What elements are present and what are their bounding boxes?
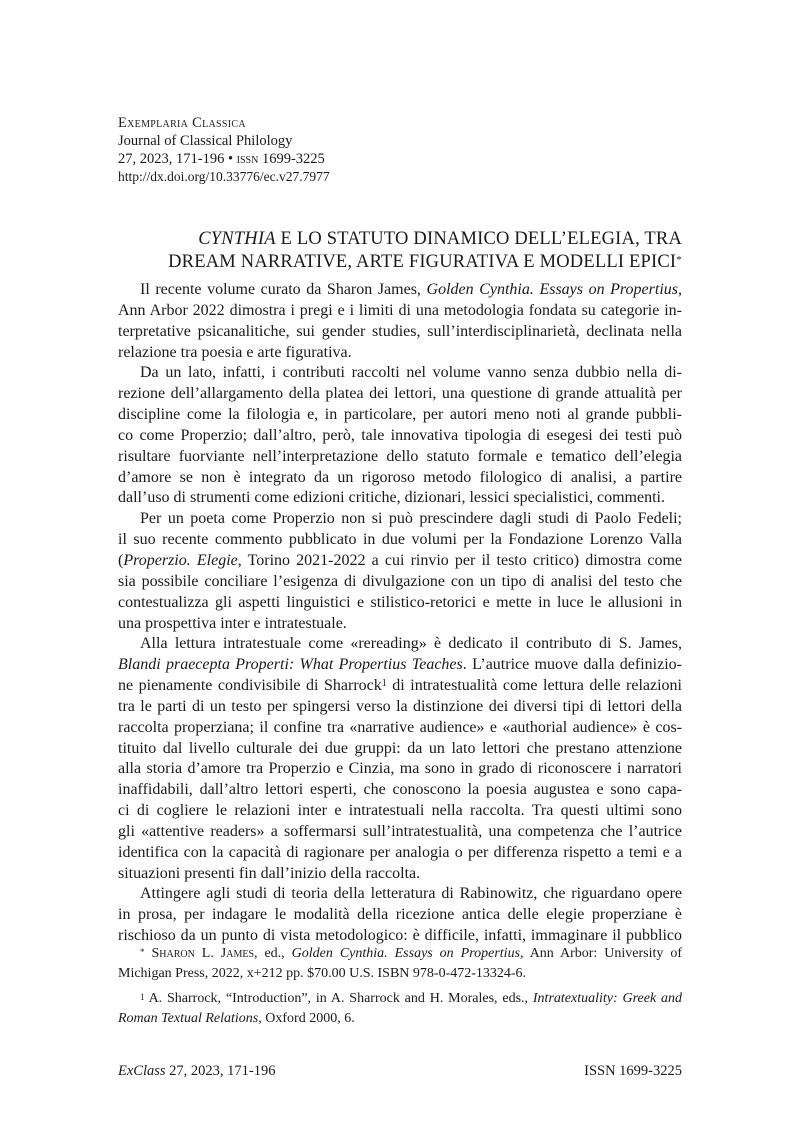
text-line: co come Properzio; dall’altro, però, tale innovativa tipologia di esegesi dei testi può [118,426,682,444]
footer-journal-abbr: ExClass [118,1063,166,1079]
text-line: Ann Arbor 2022 dimostra i pregi e i limiti di una metodologia fondata su categorie in- [118,301,682,319]
footnote-author: Sharon L. James [151,946,255,961]
paragraph [118,509,682,634]
volume-pages: 27, 2023, 171-196 • [118,151,234,167]
journal-subtitle: Journal of Classical Philology [118,133,293,149]
text-line: terpretative psicanalitiche, sui gender studies, sull’interdisciplinarietà, declinata nella [118,322,682,340]
text-line: Alla lettura intratestuale come «rereading» è dedicato il contributo di S. James, [140,635,682,653]
text-line [118,676,682,697]
text-line: Da un lato, infatti, i contributi raccolti nel volume vanno senza dubbio nella di- [140,364,682,382]
doi-link[interactable]: http://dx.doi.org/10.33776/ec.v27.7977 [118,169,330,184]
journal-name: Exemplaria Classica [118,115,246,131]
journal-header [118,114,518,186]
volume-issn-line [118,150,518,168]
issn-number: 1699-3225 [261,151,325,167]
paragraph [118,634,682,884]
footer-citation [118,1063,276,1080]
text-segment: , [678,281,683,298]
body-text [118,280,682,947]
article-title [118,228,682,274]
text-line: risultare fuorviante nell’interpretazione dello statuto formale e tematico dell’elegia [118,447,682,465]
text-segment: . L’autrice muove dalla definizio- [462,656,682,674]
text-line: rischioso da un punto di vista metodologico: è difficile, infatti, immaginare il pubblico [118,927,682,945]
footnote-text: A. Sharrock, “Introduction”, in A. Sharrock and H. Morales, eds., [144,991,533,1006]
text-segment: di intratestualità come lettura delle relazioni [386,677,682,695]
italic-title: Properzio. Elegie [123,551,238,569]
title-line-2-text: DREAM NARRATIVE, ARTE FIGURATIVA E MODELLI EPICI [168,252,677,272]
text-line: raccolta properziana; il confine tra «narrative audience» e «authorial audience» è cos- [118,718,682,736]
text-line [118,280,682,301]
text-line: alla storia d’amore tra Properzio e Cinzia, ma sono in grado di riconoscere i narratori [118,760,682,778]
footer-issn: ISSN 1699-3225 [584,1063,682,1079]
footnote-italic: Roman Textual Relations [118,1010,259,1026]
footnotes [118,944,682,1034]
text-line [118,655,682,676]
text-segment: , Torino 2021-2022 a cui rinvio per il testo critico) dimostra come [237,551,682,569]
text-line: una prospettiva inter e intratestuale. [118,614,347,632]
text-line: tra le parti di un testo per spingersi verso la distinzione dei diversi tipi di lettori della [118,697,682,715]
footnote-line [118,1009,682,1029]
text-line: situazioni presenti fin dall’inizio della raccolta. [118,864,421,882]
footnote-star [118,944,682,983]
footer-citation-text: 27, 2023, 171-196 [165,1063,276,1079]
footnote-reference[interactable]: 1 [381,678,387,690]
footnote-line [118,944,682,964]
text-line: il suo recente commento pubblicato in due volumi per la Fondazione Lorenzo Valla [118,531,682,549]
title-footnote-mark[interactable]: * [676,254,682,266]
text-segment: ( [118,551,124,569]
text-line: Per un poeta come Properzio non si può prescindere dagli studi di Paolo Fedeli; [140,510,682,528]
text-line: identifica con la capacità di ragionare per analogia o per differenza rispetto a temi e a [118,843,682,861]
text-segment: Il recente volume curato da Sharon James, [140,281,427,298]
italic-title: Golden Cynthia. Essays on Propertius [426,281,679,298]
text-line: rezione dell’allargamento della platea dei lettori, una questione di grande attualità per [118,385,682,403]
text-line [118,551,682,572]
italic-title: Blandi praecepta Properti: What Propertius Teaches [118,656,463,674]
title-line-2 [118,251,682,274]
footnote-text: , Oxford 2000, 6. [258,1010,355,1026]
title-italic: CYNTHIA [198,229,276,249]
text-line: tituito dal livello culturale dei due gruppi: da un lato lettori che prestano attenzione [118,739,682,757]
footnote-mark: 1 [140,992,145,1002]
text-line: relazione tra poesia e arte figurativa. [118,343,352,361]
footnote-text: , Ann Arbor: University of [520,946,683,961]
title-line-1 [118,228,682,251]
text-line: ci di cogliere le relazioni inter e intratestuali nella raccolta. Tra questi ultimi sono [118,802,682,820]
text-line: in prosa, per indagare le modalità della ricezione antica delle elegie properziane è [118,906,682,924]
paragraph [118,280,682,363]
footnote-mark: * [140,947,145,957]
footnote-line: Michigan Press, 2022, x+212 pp. $70.00 U.S. ISBN 978-0-472-13324-6. [118,965,527,981]
text-line: inaffidabili, dall’altro lettori esperti, che conoscono la poesia augustea e sono capa- [118,781,682,799]
text-line: sia possibile conciliare l’esigenza di divulgazione con un tipo di analisi del testo che [118,572,682,590]
issn-label: issn [236,151,259,167]
footnote-italic: Golden Cynthia. Essays on Propertius [291,946,521,961]
text-line: gli «attentive readers» a soffermarsi sull’intratestualità, una competenza che l’autrice [118,822,682,840]
footnote-italic: Intratextuality: Greek and [532,991,683,1006]
footnote-1 [118,989,682,1028]
text-line: dall’uso di strumenti come edizioni critiche, dizionari, lessici specialistici, commenti. [118,489,665,507]
text-line: discipline come la filologia e, in particolare, per autori meno noti al grande pubbli- [118,406,682,424]
paragraph [118,884,682,947]
text-segment: ne pienamente condivisibile di Sharrock [118,677,382,695]
text-line: contestualizza gli aspetti linguistici e stilistico-retorici e mette in luce le allusioni in [118,593,682,611]
text-line: Attingere agli studi di teoria della letteratura di Rabinowitz, che riguardano opere [140,885,682,903]
title-line-1-text: E LO STATUTO DINAMICO DELL’ELEGIA, TRA [275,229,682,249]
paragraph [118,363,682,509]
text-line: d’amore se non è integrato da un rigoroso metodo filologico di analisi, a partire [118,468,682,486]
footnote-text: , ed., [254,946,292,961]
footnote-line [118,989,682,1009]
